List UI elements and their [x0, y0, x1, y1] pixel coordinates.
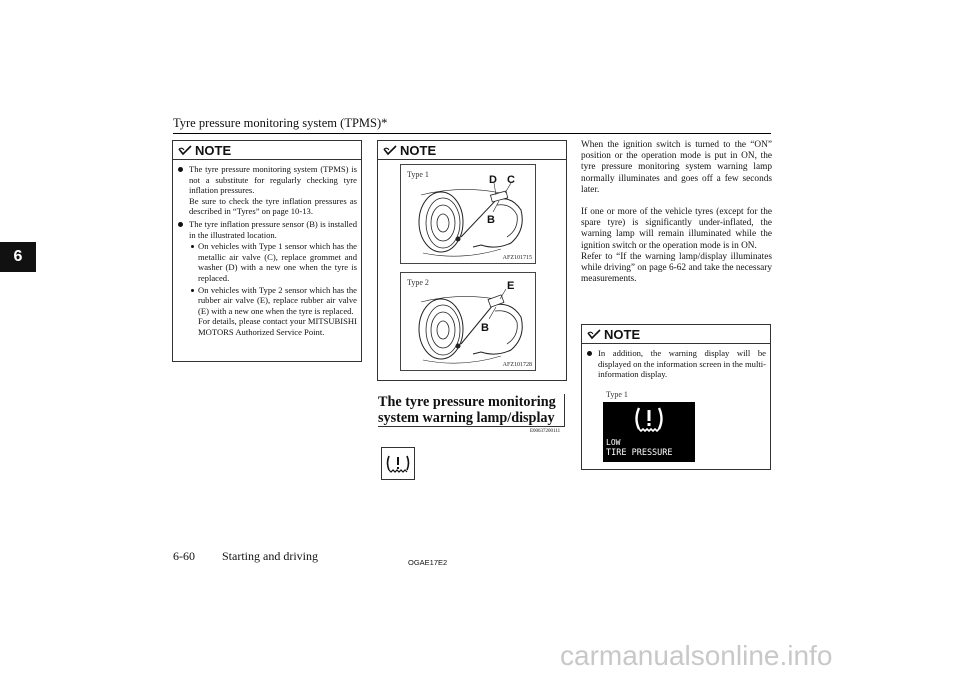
note-body [582, 344, 770, 380]
figure-type2 [400, 272, 536, 371]
section-rule-vertical [564, 394, 565, 427]
section-rule [378, 426, 564, 427]
section-code: E00637200111 [530, 429, 561, 434]
display-text-tire-pressure: TIRE PRESSURE [606, 448, 673, 458]
note-item-text: The tyre inflation pressure sensor (B) is installed in the illustrated location. [189, 218, 357, 240]
note-header [582, 325, 770, 344]
footer-section: Starting and driving [222, 549, 318, 563]
sub-bullet-icon [191, 245, 194, 248]
note-hand-icon [178, 145, 192, 156]
note-subitem [173, 241, 357, 283]
note-item-text: The tyre pressure monitoring system (TPMS) is not a substitute for regularly checking tyre inflation pressures. [189, 164, 357, 196]
note-item-text: Be sure to check the tyre inflation pressures as described in “Tyres” on page 10-13. [189, 195, 357, 217]
label-e: E [507, 280, 515, 292]
footer-page-number: 6-60 [173, 549, 195, 563]
note-box-tpms [172, 140, 362, 362]
tpms-warning-display-icon [603, 402, 695, 438]
figure-type1 [400, 164, 536, 264]
note-label: NOTE [195, 142, 232, 158]
note-hand-icon [383, 145, 397, 156]
tpms-warning-lamp-icon [381, 447, 415, 480]
figure-type1-label: Type 1 [407, 170, 429, 179]
note-label: NOTE [400, 142, 437, 158]
page-header-title: Tyre pressure monitoring system (TPMS)* [173, 116, 388, 130]
note-header [378, 141, 566, 160]
note-body [173, 160, 361, 338]
note-subitem-text: On vehicles with Type 2 sensor which has the rubber air valve (E), replace rubber air valve (E) with a new one when the tyre is replaced. [198, 284, 357, 316]
chapter-tab: 6 [0, 242, 36, 272]
note-item [173, 164, 357, 217]
paragraph: When the ignition switch is turned to the “ON” position or the operation mode is put in ON, the tyre pressure monitoring system warning lamp normally illuminates and goes off a few seconds later. [581, 140, 772, 195]
sub-bullet-icon [191, 289, 194, 292]
note-item-text: In addition, the warning display will be displayed on the information screen in the multi-information display. [598, 348, 766, 380]
bullet-icon [178, 222, 183, 227]
note-item [173, 219, 357, 240]
note-item [582, 348, 766, 380]
label-c: C [507, 174, 515, 186]
display-type-label: Type 1 [606, 390, 628, 399]
figure-type1-code: AFZ101715 [502, 255, 532, 261]
paragraph: Refer to “If the warning lamp/display illuminates while driving” on page 6-62 and take the necessary measurements. [581, 251, 772, 285]
bullet-icon [587, 351, 592, 356]
right-column-text [581, 140, 772, 285]
note-header [173, 141, 361, 160]
display-text-low: LOW [606, 438, 621, 447]
tyre-sensor-type1-illustration [401, 165, 536, 264]
note-contact-text: For details, please contact your MITSUBISHI MOTORS Authorized Service Point. [198, 316, 357, 337]
label-d: D [489, 174, 497, 186]
note-subitem-text: On vehicles with Type 1 sensor which has the metallic air valve (C), replace grommet and washer (D) with a new one when the tyre is replaced. [198, 241, 357, 283]
label-b: B [487, 214, 495, 226]
note-hand-icon [587, 329, 601, 340]
paragraph: If one or more of the vehicle tyres (except for the spare tyre) is significantly under-inflated, the warning lamp will remain illuminated while the ignition switch or the operation mode is in ON. [581, 207, 772, 251]
label-b: B [481, 322, 489, 334]
footer-code: OGAE17E2 [408, 558, 448, 567]
note-label: NOTE [604, 326, 641, 342]
tyre-sensor-type2-illustration [401, 273, 536, 371]
bullet-icon [178, 167, 183, 172]
watermark: carmanualsonline.info [560, 640, 833, 671]
note-contact [173, 316, 357, 337]
figure-type2-code: AFZ101728 [502, 362, 532, 368]
section-title: The tyre pressure monitoring system warning lamp/display [378, 394, 556, 426]
note-subitem [173, 285, 357, 317]
tpms-warning-display [603, 402, 695, 462]
figure-type2-label: Type 2 [407, 278, 429, 287]
header-rule [173, 133, 771, 134]
